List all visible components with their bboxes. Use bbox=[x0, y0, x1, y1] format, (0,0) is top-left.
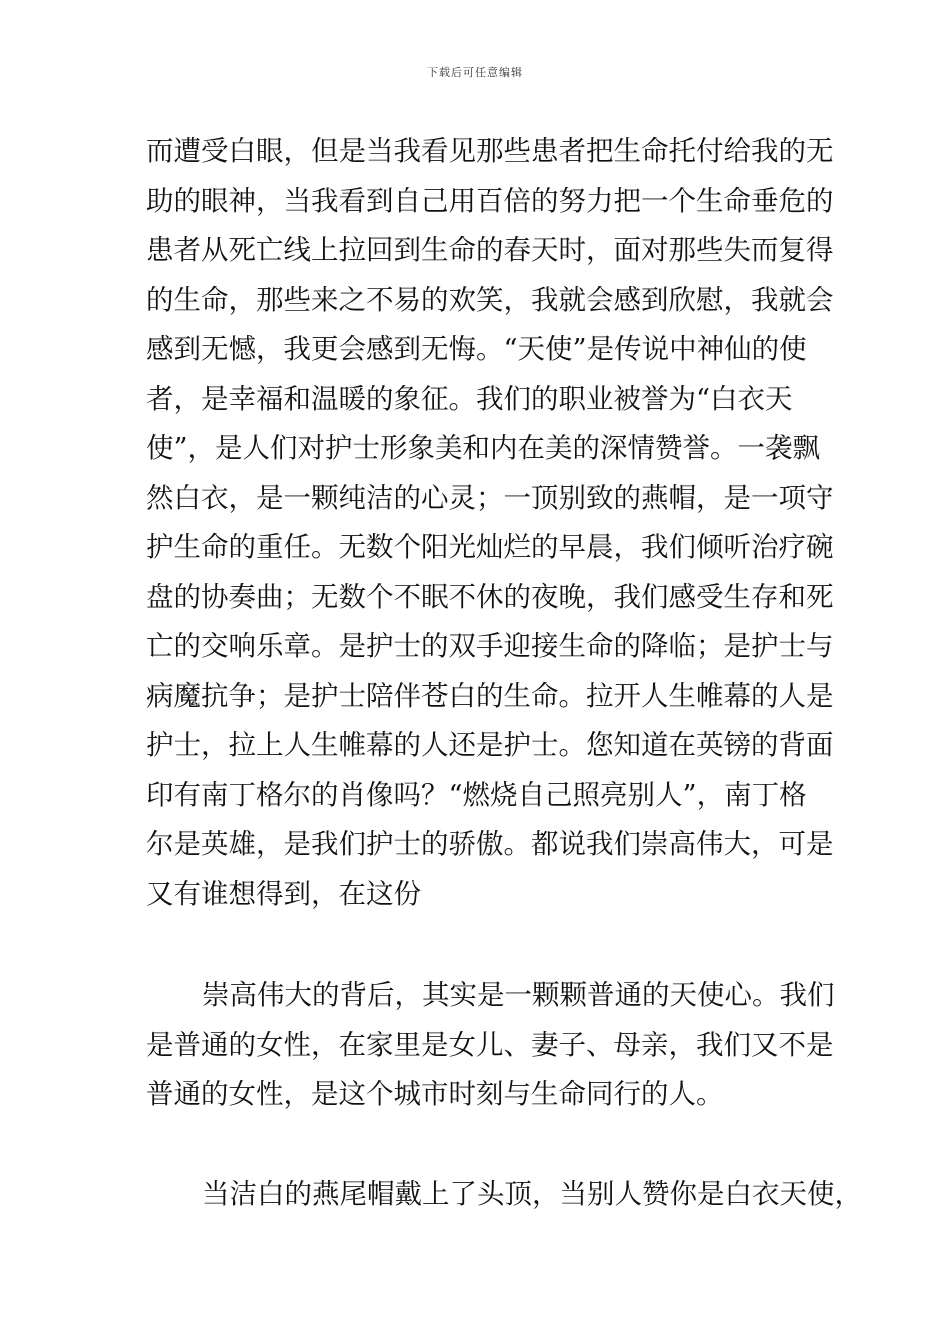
text-line: 护生命的重任。无数个阳光灿烂的早晨，我们倾听治疗碗 bbox=[146, 531, 834, 563]
text-line: 使”，是人们对护士形象美和内在美的深情赞誉。一袭飘 bbox=[146, 432, 821, 464]
text-line: 然白衣，是一颗纯洁的心灵；一顶别致的燕帽，是一项守 bbox=[146, 481, 834, 514]
text-line: 崇高伟大的背后，其实是一颗颗普通的天使心。我们 bbox=[202, 979, 835, 1011]
text-line: 尔是英雄，是我们护士的骄傲。都说我们崇高伟大，可是 bbox=[146, 828, 834, 860]
paragraph-2 bbox=[146, 971, 835, 1120]
text-line: 当洁白的燕尾帽戴上了头顶，当别人赞你是白衣天使， bbox=[202, 1178, 862, 1210]
text-line: 而遭受白眼，但是当我看见那些患者把生命托付给我的无 bbox=[146, 135, 834, 167]
text-line: 印有南丁格尔的肖像吗？“燃烧自己照亮别人”，南丁格 bbox=[146, 778, 807, 811]
text-line: 亡的交响乐章。是护士的双手迎接生命的降临；是护士与 bbox=[146, 630, 834, 662]
text-line: 的生命，那些来之不易的欢笑，我就会感到欣慰，我就会 bbox=[146, 283, 834, 316]
paragraph-1 bbox=[146, 127, 834, 919]
page-header: 下载后可任意编辑 bbox=[427, 66, 523, 79]
text-line: 感到无憾，我更会感到无悔。“天使”是传说中神仙的使 bbox=[146, 333, 807, 365]
text-line: 普通的女性，是这个城市时刻与生命同行的人。 bbox=[146, 1078, 724, 1110]
text-line: 是普通的女性，在家里是女儿、妻子、母亲，我们又不是 bbox=[146, 1028, 834, 1061]
text-line: 盘的协奏曲；无数个不眠不休的夜晚，我们感受生存和死 bbox=[146, 580, 834, 613]
text-line: 者，是幸福和温暖的象征。我们的职业被誉为“白衣天 bbox=[146, 382, 793, 415]
paragraph-3 bbox=[146, 1170, 862, 1220]
text-line: 病魔抗争；是护士陪伴苍白的生命。拉开人生帷幕的人是 bbox=[146, 679, 834, 712]
text-line: 患者从死亡线上拉回到生命的春天时，面对那些失而复得 bbox=[146, 234, 834, 266]
text-line: 护士，拉上人生帷幕的人还是护士。您知道在英镑的背面 bbox=[146, 729, 834, 761]
text-line: 助的眼神，当我看到自己用百倍的努力把一个生命垂危的 bbox=[146, 184, 834, 217]
text-line: 又有谁想得到，在这份 bbox=[146, 877, 421, 910]
